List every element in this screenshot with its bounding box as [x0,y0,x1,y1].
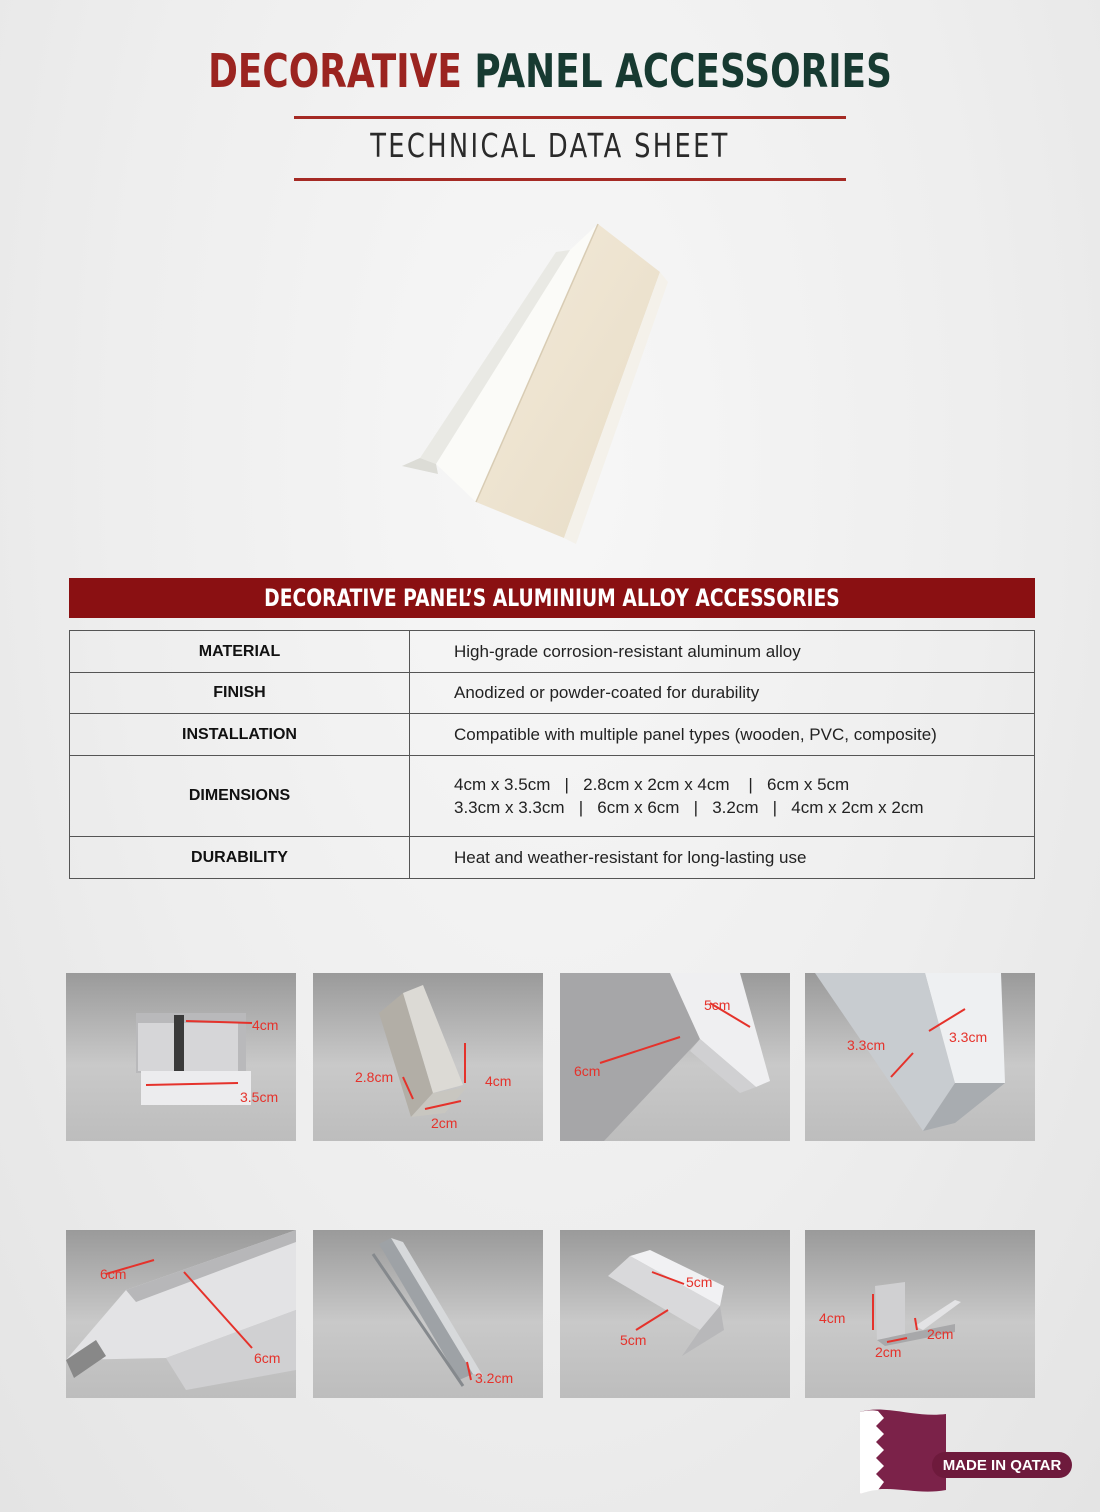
product-photo-6 [313,1230,543,1398]
table-row [70,673,1035,714]
dimension-label: 4cm [252,1017,279,1033]
spec-label: DIMENSIONS [70,756,410,837]
spec-value: High-grade corrosion-resistant aluminum alloy [410,631,1035,673]
dimension-label: 5cm [620,1332,647,1348]
title-part-1: DECORATIVE [208,44,462,98]
dimensions-line-1: 4cm x 3.5cm | 2.8cm x 2cm x 4cm | 6cm x 5cm [454,775,850,794]
product-photo-8 [805,1230,1035,1398]
made-in-badge: MADE IN QATAR [932,1452,1072,1478]
product-photo-7 [560,1230,790,1398]
product-photo-4 [805,973,1035,1141]
dimension-label: 2.8cm [355,1069,394,1085]
title-part-2: PANEL ACCESSORIES [474,44,892,98]
spec-label: INSTALLATION [70,714,410,756]
product-photo-1 [66,973,296,1141]
table-row [70,756,1035,837]
dimension-label: 5cm [686,1274,713,1290]
spec-label: FINISH [70,673,410,714]
section-banner [69,578,1035,618]
section-banner-text: DECORATIVE PANEL’S ALUMINIUM ALLOY ACCESSORIES [264,584,840,612]
spec-value: Compatible with multiple panel types (wooden, PVC, composite) [410,714,1035,756]
spec-value: Anodized or powder-coated for durability [410,673,1035,714]
spec-value: Heat and weather-resistant for long-lasting use [410,837,1035,879]
dimensions-line-2: 3.3cm x 3.3cm | 6cm x 6cm | 3.2cm | 4cm x 2cm x 2cm [454,798,924,817]
dimension-label: 6cm [100,1266,127,1282]
page-subtitle: TECHNICAL DATA SHEET [370,126,730,165]
spec-label: MATERIAL [70,631,410,673]
table-row [70,631,1035,673]
hero-product-image [380,212,690,552]
dimension-label: 4cm [485,1073,512,1089]
product-photo-5 [66,1230,296,1398]
dimension-label: 3.3cm [949,1029,988,1045]
page-title [121,44,979,98]
dimension-label: 4cm [819,1310,846,1326]
product-photo-2 [313,973,543,1141]
dimension-label: 3.3cm [847,1037,886,1053]
dimension-label: 5cm [704,997,731,1013]
spec-table [69,630,1035,879]
divider-bottom [294,178,846,181]
table-row [70,837,1035,879]
dimension-label: 6cm [254,1350,281,1366]
dimension-label: 2cm [875,1344,902,1360]
divider-top [294,116,846,119]
dimension-label: 3.2cm [475,1370,514,1386]
table-row [70,714,1035,756]
dimension-label: 3.5cm [240,1089,279,1105]
dimension-label: 2cm [927,1326,954,1342]
dimension-label: 2cm [431,1115,458,1131]
spec-value [410,756,1035,837]
dimension-label: 6cm [574,1063,601,1079]
product-photo-3 [560,973,790,1141]
spec-label: DURABILITY [70,837,410,879]
